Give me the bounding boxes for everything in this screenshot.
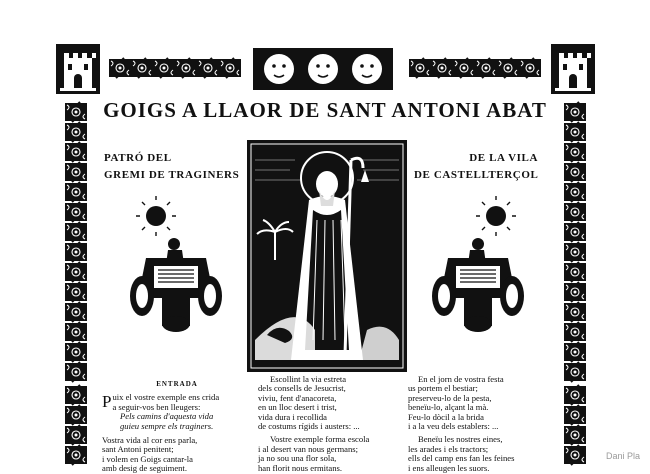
verse-column-1: ENTRADA P uix el vostre exemple ens crida a seguir-vos ben lleugers: Pels camins d'aquesta vida guieu sempre els traginers. Vostra vida al cor ens parla, sant Antoni penitent; i volem en Goigs cantar-la amb desig de seguiment.: [102, 380, 252, 474]
verse-column-3: En el jorn de vostra festa us portem el bestiar; preserveu-lo de la pesta, beneïu-lo, alçant la mà. Feu-lo dòcil a la brida i a la veu dels establers: ... Beneïu les nostres eines, les arades i els tractors; ells del camp ens fan les feines i ens alleugen les suors.: [408, 374, 515, 473]
tractor-icon: [430, 196, 525, 338]
verse-column-2: Escollint la via estreta dels consells de Jesucrist, viviu, fent d'anacoreta, en un lloc desert i trist, vida dura i recollida de costums rígids i austers: ... Vostre exemple forma escola i al desert van nous germans; ja no sou una flor sola, han florit nous ermitans.: [258, 374, 370, 473]
watermark: Dani Pla: [605, 451, 640, 461]
subtitle-left: PATRÓ DEL GREMI DE TRAGINERS: [104, 152, 240, 181]
castle-icon: [56, 44, 100, 94]
sun-face-icon: [253, 48, 393, 90]
subtitle-right: DE LA VILA DE CASTELLTERÇOL: [414, 152, 539, 181]
saint-icon: [247, 140, 407, 372]
dropcap: P: [102, 392, 112, 412]
section-heading: ENTRADA: [156, 380, 198, 388]
tractor-icon: [128, 196, 223, 338]
page-title: GOIGS A LLAOR DE SANT ANTONI ABAT: [103, 98, 547, 122]
castle-icon: [551, 44, 595, 94]
